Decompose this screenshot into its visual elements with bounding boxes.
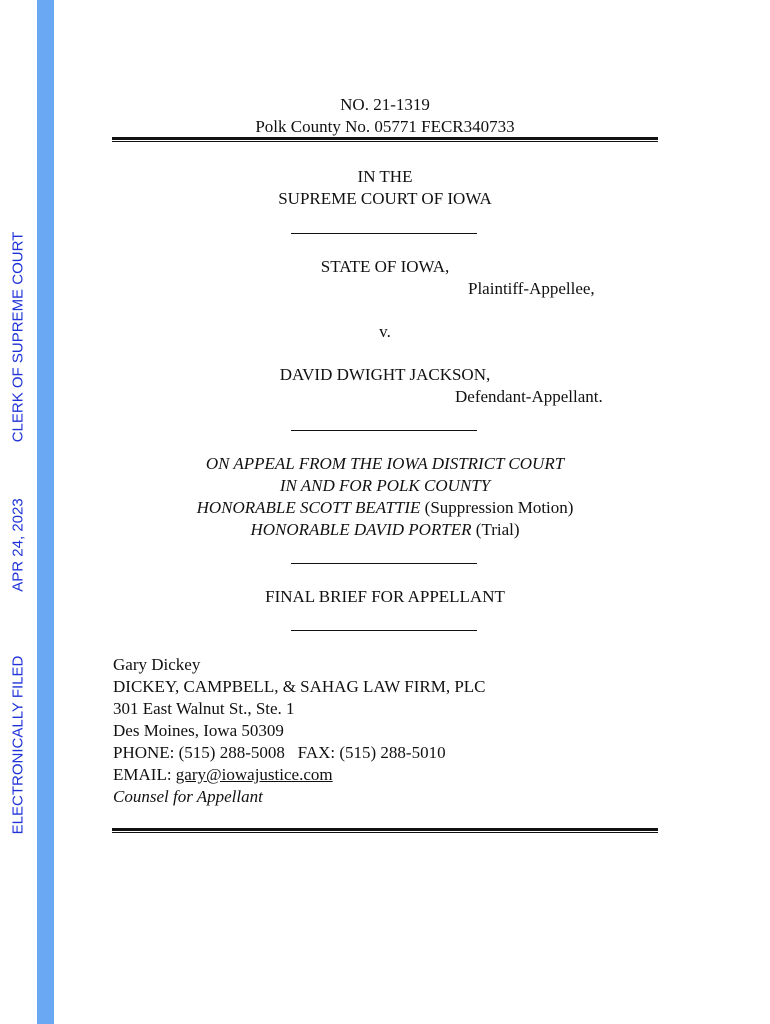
appeal-line1: ON APPEAL FROM THE IOWA DISTRICT COURT bbox=[205, 454, 565, 473]
judge1-name: HONORABLE SCOTT BEATTIE bbox=[196, 498, 421, 517]
brief-title: FINAL BRIEF FOR APPELLANT bbox=[265, 587, 505, 606]
counsel-name: Gary Dickey bbox=[113, 655, 201, 674]
county-number: Polk County No. 05771 FECR340733 bbox=[255, 117, 515, 136]
top-rule bbox=[112, 137, 658, 142]
email-line bbox=[113, 764, 486, 786]
defendant-role: Defendant-Appellant. bbox=[455, 387, 603, 406]
email-link[interactable]: gary@iowajustice.com bbox=[175, 765, 333, 784]
margin-stripe bbox=[37, 0, 54, 1024]
divider-2 bbox=[291, 430, 477, 431]
court-heading bbox=[112, 166, 658, 210]
phone-fax: PHONE: (515) 288-5008 FAX: (515) 288-5010 bbox=[113, 743, 446, 762]
address-line1: 301 East Walnut St., Ste. 1 bbox=[113, 699, 295, 718]
email-label: EMAIL: bbox=[113, 765, 176, 784]
divider-4 bbox=[291, 630, 477, 631]
court-line2: SUPREME COURT OF IOWA bbox=[278, 189, 492, 208]
plaintiff-name: STATE OF IOWA, bbox=[320, 257, 450, 276]
firm-name: DICKEY, CAMPBELL, & SAHAG LAW FIRM, PLC bbox=[113, 677, 486, 696]
defendant-name: DAVID DWIGHT JACKSON, bbox=[279, 365, 491, 384]
case-header bbox=[112, 94, 658, 138]
counsel-role: Counsel for Appellant bbox=[113, 787, 263, 806]
divider-3 bbox=[291, 563, 477, 564]
address-line2: Des Moines, Iowa 50309 bbox=[113, 721, 284, 740]
filing-stamp bbox=[3, 0, 33, 1024]
divider-1 bbox=[291, 233, 477, 234]
counsel-block bbox=[113, 654, 486, 808]
clerk-label: CLERK OF SUPREME COURT bbox=[9, 231, 27, 443]
appeal-line2: IN AND FOR POLK COUNTY bbox=[279, 476, 491, 495]
bottom-rule bbox=[112, 828, 658, 833]
versus: v. bbox=[379, 322, 391, 341]
plaintiff-role: Plaintiff-Appellee, bbox=[468, 279, 595, 298]
appeal-block bbox=[112, 453, 658, 541]
court-line1: IN THE bbox=[357, 167, 413, 186]
judge1-note: (Suppression Motion) bbox=[420, 498, 574, 517]
case-number: NO. 21-1319 bbox=[340, 95, 430, 114]
judge2-note: (Trial) bbox=[471, 520, 520, 539]
filed-date: APR 24, 2023 bbox=[9, 498, 27, 592]
judge2-name: HONORABLE DAVID PORTER bbox=[250, 520, 472, 539]
filed-label: ELECTRONICALLY FILED bbox=[9, 655, 27, 835]
